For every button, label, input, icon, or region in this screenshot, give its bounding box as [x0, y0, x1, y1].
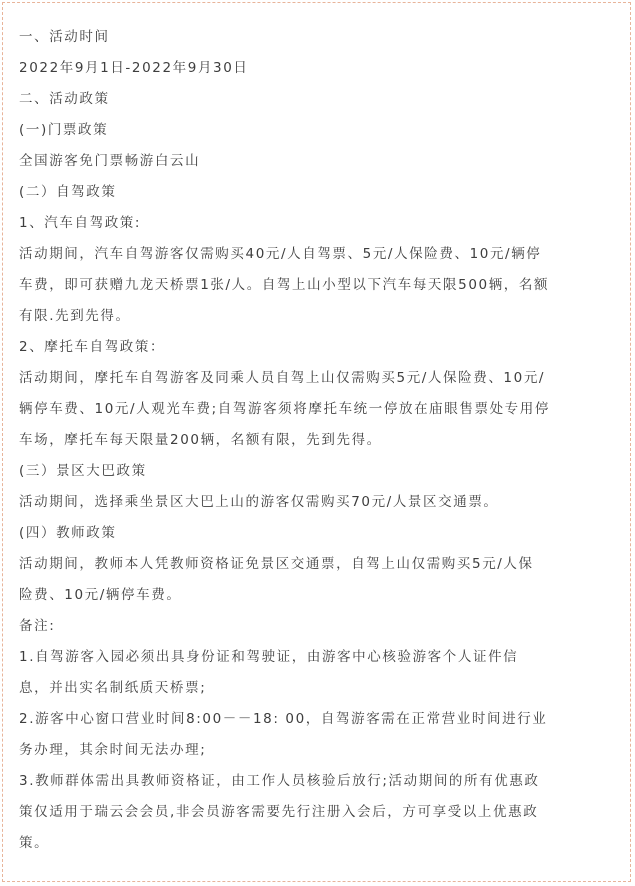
car-policy-heading: 1、汽车自驾政策:	[19, 215, 142, 231]
note-3-line: 3.教师群体需出具教师资格证，由工作人员核验后放行;活动期间的所有优惠政	[19, 773, 540, 789]
note-2-line: 2.游客中心窗口营业时间8:00－－18: 00，自驾游客需在正常营业时间进行业	[19, 711, 548, 727]
bus-policy-heading: (三）景区大巴政策	[19, 463, 147, 479]
motorcycle-policy-text-line: 活动期间，摩托车自驾游客及同乘人员自驾上山仅需购买5元/人保险费、10元/	[19, 370, 546, 386]
teacher-policy-heading: (四）教师政策	[19, 525, 117, 541]
note-1-line: 息，并出实名制纸质天桥票;	[19, 680, 207, 696]
teacher-policy-text-line: 险费、10元/辆停车费。	[19, 587, 182, 603]
activity-date-range: 2022年9月1日-2022年9月30日	[19, 60, 249, 76]
motorcycle-policy-heading: 2、摩托车自驾政策：	[19, 339, 166, 355]
ticket-policy-heading: (一)门票政策	[19, 122, 109, 138]
notes-heading: 备注:	[19, 618, 56, 634]
selfdrive-policy-heading: (二）自驾政策	[19, 184, 117, 200]
teacher-policy-text-line: 活动期间，教师本人凭教师资格证免景区交通票，自驾上山仅需购买5元/人保	[19, 556, 534, 572]
car-policy-text-line: 车费，即可获赠九龙天桥票1张/人。自驾上山小型以下汽车每天限500辆，名额	[19, 277, 550, 293]
car-policy-text-line: 活动期间，汽车自驾游客仅需购买40元/人自驾票、5元/人保险费、10元/辆停	[19, 246, 542, 262]
policy-document	[19, 22, 619, 859]
car-policy-text-line: 有限.先到先得。	[19, 308, 131, 324]
note-3-line: 策仅适用于瑞云会会员,非会员游客需要先行注册入会后，方可享受以上优惠政	[19, 804, 539, 820]
heading-activity-time: 一、活动时间	[19, 29, 110, 45]
note-2-line: 务办理，其余时间无法办理;	[19, 742, 207, 758]
note-1-line: 1.自驾游客入园必须出具身份证和驾驶证，由游客中心核验游客个人证件信	[19, 649, 519, 665]
note-3-line: 策。	[19, 835, 50, 851]
motorcycle-policy-text-line: 辆停车费、10元/人观光车费;自驾游客须将摩托车统一停放在庙眼售票处专用停	[19, 401, 550, 417]
bus-policy-text: 活动期间，选择乘坐景区大巴上山的游客仅需购买70元/人景区交通票。	[19, 494, 499, 510]
ticket-policy-text: 全国游客免门票畅游白云山	[19, 153, 201, 169]
heading-activity-policy: 二、活动政策	[19, 91, 110, 107]
motorcycle-policy-text-line: 车场，摩托车每天限量200辆，名额有限，先到先得。	[19, 432, 382, 448]
